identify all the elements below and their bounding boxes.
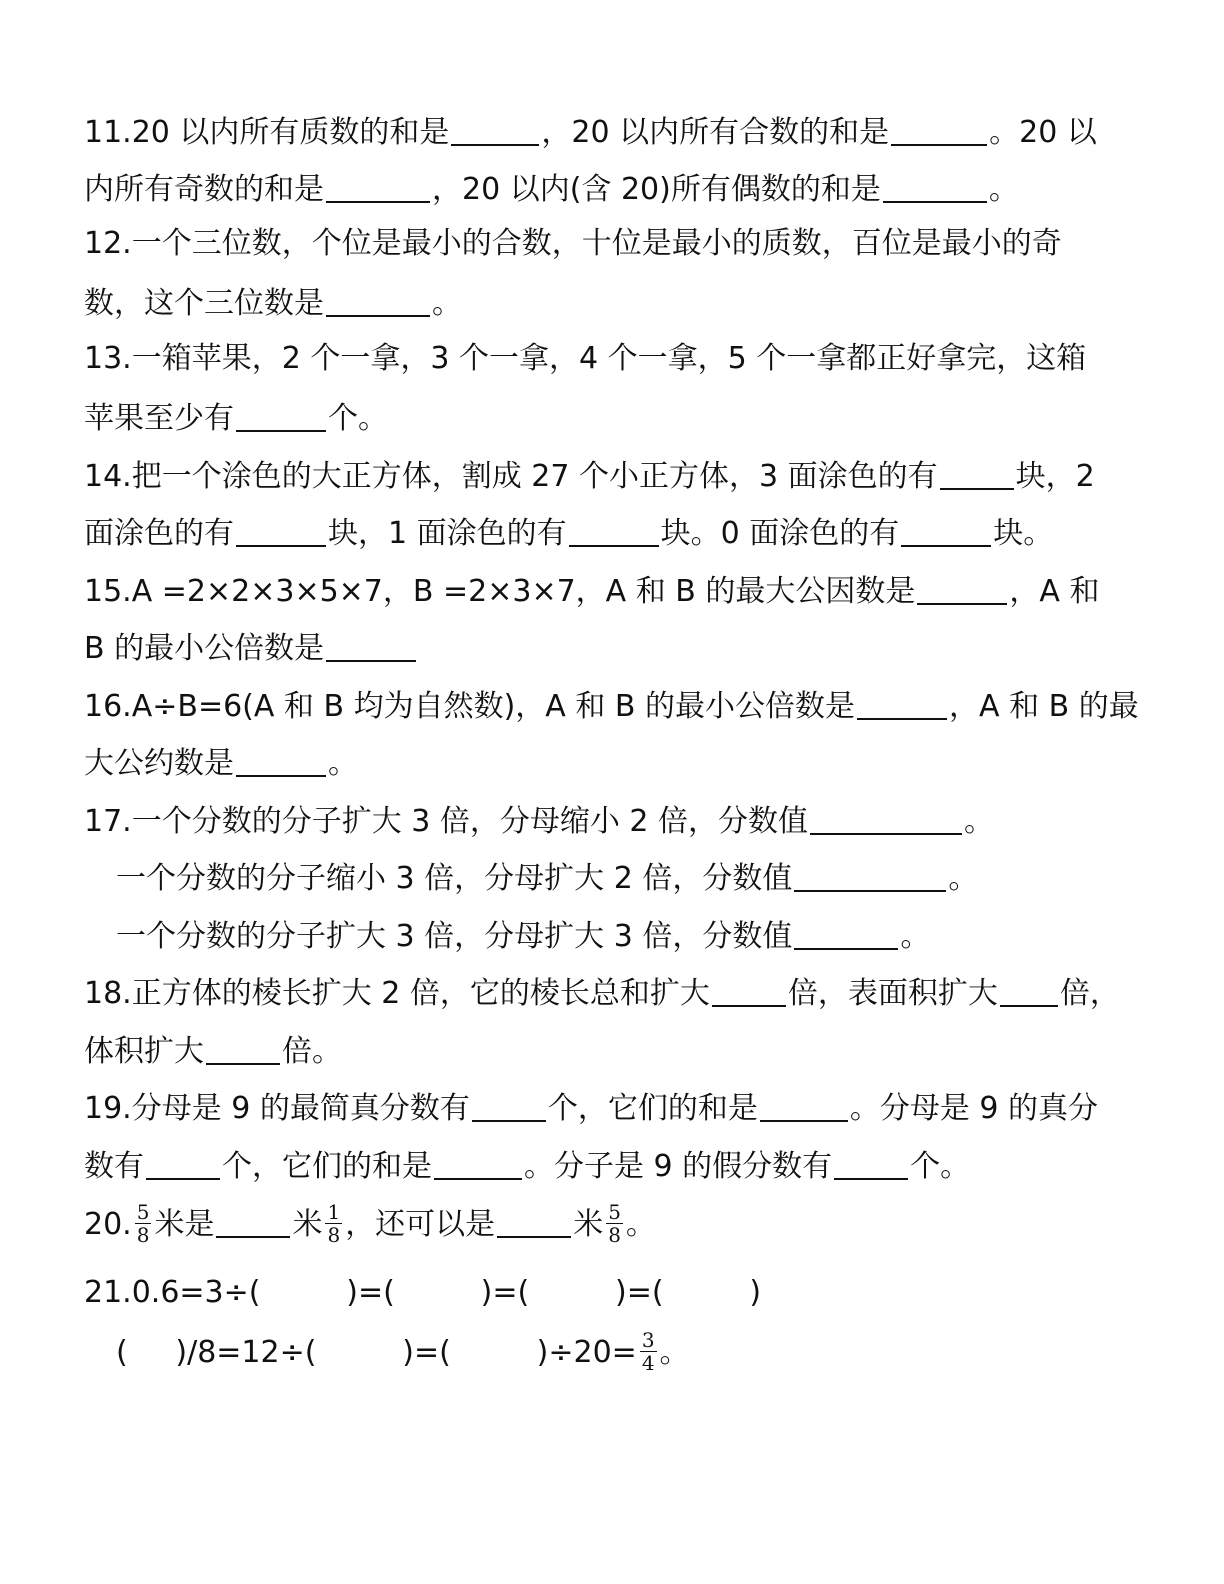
question-13-line-1 [84, 339, 1086, 379]
answer-parentheses[interactable]: ( ) [304, 1335, 414, 1370]
q21-text: = [413, 1335, 440, 1370]
answer-blank[interactable] [1000, 975, 1058, 1007]
q13-text: 13.一箱苹果，2 个一拿，3 个一拿，4 个一拿，5 个一拿都正好拿完，这箱 [84, 341, 1087, 376]
q19-text: 个。 [910, 1149, 971, 1184]
answer-blank[interactable] [794, 918, 898, 950]
question-21-line-2 [116, 1328, 690, 1378]
answer-blank[interactable] [794, 860, 946, 892]
answer-blank[interactable] [901, 515, 991, 547]
fraction [135, 1202, 152, 1245]
q21-text: ÷20= [548, 1335, 637, 1370]
answer-blank[interactable] [760, 1090, 848, 1122]
question-20-line [84, 1200, 656, 1250]
q18-text: 倍。 [282, 1034, 342, 1069]
q12-text: 数，这个三位数是 [84, 286, 324, 321]
q20-text: 米是 [154, 1207, 215, 1242]
q20-text: 。 [625, 1207, 656, 1242]
fraction-numerator: 5 [608, 1200, 621, 1224]
fraction [640, 1330, 657, 1373]
answer-blank[interactable] [569, 515, 659, 547]
q20-text: 米 [573, 1207, 604, 1242]
q19-text: 个，它们的和是 [222, 1149, 432, 1184]
question-18-line-2 [84, 1029, 342, 1072]
q11-text: ，20 以内所有合数的和是 [541, 115, 890, 150]
question-13-line-2 [84, 396, 388, 439]
question-17-line-2 [116, 856, 978, 899]
fraction [606, 1202, 623, 1245]
answer-blank[interactable] [940, 458, 1014, 490]
q12-text: 12.一个三位数，个位是最小的合数，十位是最小的质数，百位是最小的奇 [84, 226, 1062, 261]
q15-text: B 的最小公倍数是 [84, 631, 325, 666]
q19-text: 个，它们的和是 [547, 1091, 758, 1126]
q20-text: ，还可以是 [345, 1207, 496, 1242]
q21-text: 21.0.6=3÷ [84, 1275, 249, 1310]
q14-text: 块。 [993, 516, 1054, 551]
q21-text: 。 [659, 1335, 690, 1370]
answer-blank[interactable] [206, 1033, 280, 1065]
fraction-denominator: 8 [327, 1223, 341, 1247]
answer-blank[interactable] [326, 171, 430, 203]
answer-blank[interactable] [883, 171, 987, 203]
answer-parentheses[interactable]: ( ) [439, 1335, 549, 1370]
answer-blank[interactable] [236, 400, 326, 432]
q21-text: = [358, 1275, 384, 1310]
q17-text: 。 [900, 919, 931, 954]
question-16-line-1 [84, 684, 1139, 727]
question-18-line-1 [84, 971, 1120, 1014]
answer-parentheses[interactable]: ( ) [116, 1335, 188, 1370]
q16-text: 。 [328, 746, 358, 781]
q12-text: 。 [432, 286, 462, 321]
q20-number: 20. [84, 1207, 132, 1242]
answer-blank[interactable] [326, 285, 430, 317]
q14-text: 块，2 [1015, 459, 1095, 494]
q17-text: 一个分数的分子缩小 3 倍，分母扩大 2 倍，分数值 [116, 861, 793, 896]
question-21-line-1 [84, 1273, 761, 1313]
answer-parentheses[interactable]: ( ) [517, 1275, 627, 1310]
question-17-line-1 [84, 799, 994, 842]
answer-blank[interactable] [451, 114, 539, 146]
fraction-numerator: 1 [327, 1200, 341, 1224]
q17-text: 17.一个分数的分子扩大 3 倍，分母缩小 2 倍，分数值 [84, 804, 809, 839]
fraction-numerator: 3 [641, 1328, 655, 1352]
question-14-line-1 [84, 454, 1095, 497]
q14-text: 块。0 面涂色的有 [660, 516, 900, 551]
answer-blank[interactable] [236, 745, 326, 777]
q17-text: 一个分数的分子扩大 3 倍，分母扩大 3 倍，分数值 [116, 919, 793, 954]
q16-text: 16.A÷B=6(A 和 B 均为自然数)，A 和 B 的最小公倍数是 [84, 689, 856, 724]
q20-text: 米 [292, 1207, 323, 1242]
answer-blank[interactable] [834, 1148, 908, 1180]
answer-blank[interactable] [917, 573, 1007, 605]
q21-text: /8=12÷ [187, 1335, 305, 1370]
fraction-denominator: 8 [608, 1223, 621, 1247]
answer-blank[interactable] [434, 1148, 522, 1180]
q11-text: ，20 以内(含 20)所有偶数的和是 [432, 172, 881, 207]
answer-blank[interactable] [810, 803, 962, 835]
q14-text: 14.把一个涂色的大正方体，割成 27 个小正方体，3 面涂色的有 [84, 459, 938, 494]
q17-text: 。 [948, 861, 979, 896]
answer-blank[interactable] [891, 114, 987, 146]
answer-blank[interactable] [216, 1206, 290, 1238]
question-16-line-2 [84, 741, 358, 784]
q16-text: 大公约数是 [84, 746, 234, 781]
question-14-line-2 [84, 511, 1053, 554]
question-17-line-3 [116, 914, 930, 957]
q18-text: 体积扩大 [84, 1034, 204, 1069]
q19-text: 。分母是 9 的真分 [849, 1091, 1099, 1126]
question-12-line-1 [84, 224, 1062, 264]
q14-text: 块，1 面涂色的有 [328, 516, 567, 551]
fraction-numerator: 5 [136, 1200, 150, 1224]
question-19-line-2 [84, 1144, 970, 1187]
question-19-line-1 [84, 1086, 1098, 1129]
fraction-denominator: 4 [641, 1351, 655, 1375]
answer-parentheses[interactable]: ( ) [651, 1275, 762, 1310]
question-15-line-1 [84, 569, 1099, 612]
question-15-line-2 [84, 626, 418, 669]
fraction-denominator: 8 [136, 1223, 150, 1247]
q14-text: 面涂色的有 [84, 516, 234, 551]
q11-text: 。20 以 [989, 115, 1097, 150]
answer-parentheses[interactable]: ( ) [383, 1275, 493, 1310]
answer-blank[interactable] [472, 1090, 546, 1122]
q21-text: = [626, 1275, 652, 1310]
q13-text: 个。 [328, 401, 388, 436]
q18-text: 倍，表面积扩大 [787, 976, 998, 1011]
q17-text: 。 [964, 804, 995, 839]
q21-text: = [492, 1275, 518, 1310]
question-11-line-1 [84, 110, 1097, 153]
q19-text: 19.分母是 9 的最简真分数有 [84, 1091, 470, 1126]
q19-text: 。分子是 9 的假分数有 [524, 1149, 833, 1184]
answer-blank[interactable] [236, 515, 326, 547]
q11-text: 11.20 以内所有质数的和是 [84, 115, 450, 150]
q19-text: 数有 [84, 1149, 144, 1184]
answer-blank[interactable] [146, 1148, 220, 1180]
answer-blank[interactable] [326, 630, 416, 662]
answer-parentheses[interactable]: ( ) [248, 1275, 359, 1310]
q15-text: ，A 和 [1009, 574, 1100, 609]
fraction [325, 1202, 342, 1245]
q18-text: 18.正方体的棱长扩大 2 倍，它的棱长总和扩大 [84, 976, 710, 1011]
answer-blank[interactable] [857, 688, 947, 720]
answer-blank[interactable] [712, 975, 786, 1007]
q18-text: 倍， [1059, 976, 1120, 1011]
q11-text: 。 [988, 172, 1019, 207]
answer-blank[interactable] [497, 1206, 571, 1238]
q13-text: 苹果至少有 [84, 401, 234, 436]
question-12-line-2 [84, 281, 462, 324]
q15-text: 15.A =2×2×3×5×7，B =2×3×7，A 和 B 的最大公因数是 [84, 574, 916, 609]
q16-text: ，A 和 B 的最 [949, 689, 1139, 724]
q11-text: 内所有奇数的和是 [84, 172, 324, 207]
question-11-line-2 [84, 167, 1019, 210]
